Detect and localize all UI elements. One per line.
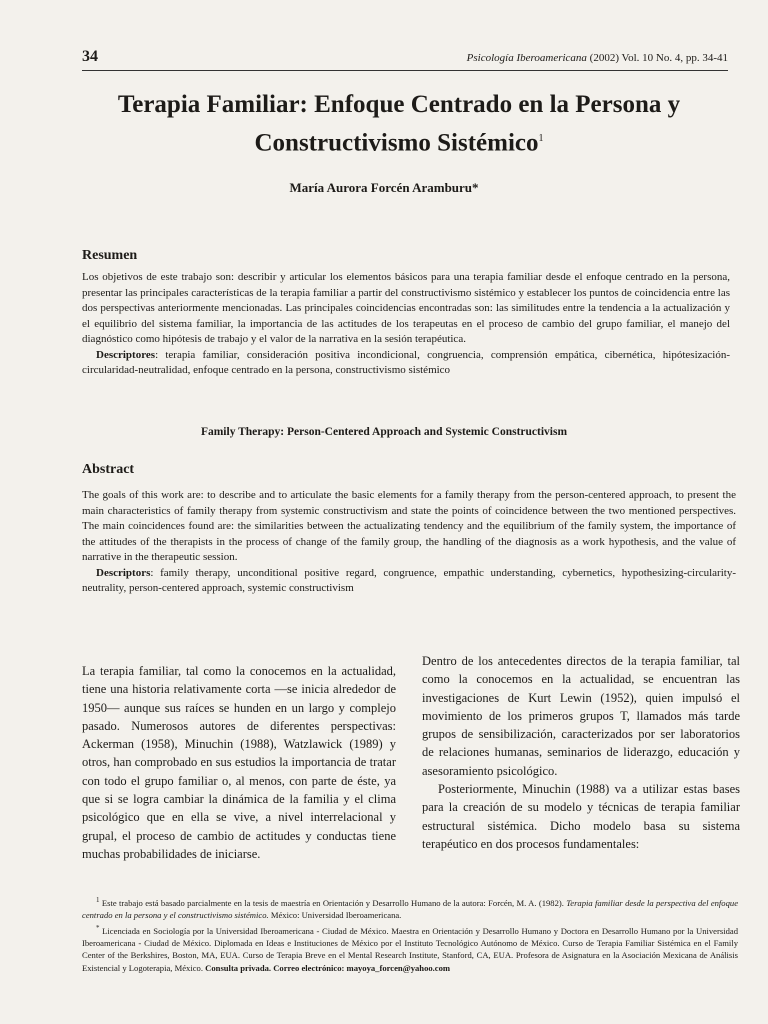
author-name: María Aurora Forcén Aramburu*: [289, 180, 479, 195]
footnote-2-contact: Consulta privada. Correo electrónico: mayoya_forcen@yahoo.com: [205, 962, 451, 973]
article-title-text: Terapia Familiar: Enfoque Centrado en la Persona y Constructivismo Sistémico: [117, 91, 681, 157]
english-title: Family Therapy: Person-Centered Approach and Systemic Constructivism: [200, 426, 568, 438]
abstract-descriptors: [82, 566, 736, 597]
article-title: [100, 88, 698, 160]
descriptores-label: Descriptores: [96, 348, 156, 361]
descriptores-text: : terapia familiar, consideración positiva incondicional, congruencia, comprensión empática, cibernética, hipótesización-circularidad-neutralidad, enfoque centrado en la persona, constructivismo sistémico: [82, 348, 730, 376]
resumen-descriptors: [82, 348, 730, 379]
resumen-section: [82, 270, 730, 379]
journal-name: Psicología Iberoamericana: [466, 52, 587, 64]
footnote-2-text: Licenciada en Sociología por la Universidad Iberoamericana - Ciudad de México. Maestra en Orientación y Desarrollo Humano y Doctora en Desarrollo Humano por la Universidad Iberoamericana - Ciudad de México. Diplomada en Ideas e Instituciones de México por el Instituto Tecnológico Autónomo de México. Curso de Terapia Familiar Sistémica en el Family Center of the Berkshires, Boston, MA, EUA. Curso de Terapia Breve en el Mental Research Institute, Stanford, CA, EUA. Profesora de Asignatura en la Asociación Mexicana de Análisis Existencial y Logoterapia, México.: [82, 925, 739, 973]
footnotes: [82, 894, 738, 974]
running-header: [82, 48, 728, 71]
abstract-section: [82, 488, 736, 597]
body-paragraph: Dentro de los antecedentes directos de la terapia familiar, tal como la conocemos en la actualidad, se encuentran las investigaciones de Kurt Lewin (1952), quien impulsó el movimiento de los primeros grupos T, llamados más tarde grupos de sensibilización, caracterizados por ser laboratorios de relaciones humanas, seminarios de liderazgo, educación y asesoramiento psicológico.: [422, 654, 740, 778]
footnote-2-mark: *: [96, 923, 100, 932]
descriptors-text: : family therapy, unconditional positive regard, congruence, empathic understanding, cybernetics, hypothesizing-circularity-neutrality, person-centered approach, systemic constructivism: [82, 566, 736, 594]
footnote-1: [82, 894, 738, 922]
body-paragraph: La terapia familiar, tal como la conocemos en la actualidad, tiene una historia relativamente corta —se inicia alrededor de 1950— aunque sus raíces se hunden en un largo y complejo pasado. Numerosos autores de diferentes perspectivas: Ackerman (1958), Minuchin (1988), Watzlawick (1989) y otros, han comprobado en sus estudios la importancia de tratar con todo el grupo familiar o, al menos, con parte de éste, ya que si se logra cambiar la dinámica de la familia y el clima psicológico que en ella se vive, a nivel interrelacional y grupal, el proceso de cambio de actitudes y conductas tiene muchas probabilidades de iniciarse.: [82, 664, 396, 861]
footnote-1-text: Este trabajo está basado parcialmente en la tesis de maestría en Orientación y Desarrollo Humano de la autora: Forcén, M. A. (1982).: [101, 897, 564, 908]
journal-citation: [467, 52, 728, 64]
resumen-body: Los objetivos de este trabajo son: describir y articular los elementos básicos para una terapia familiar desde el enfoque centrado en la persona, presentar las principales características de la terapia familiar a partir del constructivismo sistémico y establecer los puntos de coincidencia entre las dos perspectivas anteriormente mencionadas. Las principales coincidencias encontradas son: las similitudes entre la tendencia a la actualización y el equilibrio del sistema familiar, la importancia de las actitudes de los terapeutas en el proceso de cambio del grupo familiar, el manejo del diagnóstico como hipótesis de trabajo y el valor de la narrativa en la sesión terapéutica.: [82, 271, 730, 345]
footnote-1-mark: 1: [96, 896, 100, 904]
resumen-heading: Resumen: [82, 248, 138, 263]
journal-details: (2002) Vol. 10 No. 4, pp. 34-41: [589, 52, 728, 64]
title-footnote-mark: 1: [538, 133, 544, 144]
body-column-left: [82, 662, 396, 863]
footnote-2: [82, 922, 738, 974]
body-paragraph: Posteriormente, Minuchin (1988) va a utilizar estas bases para la creación de su modelo y técnicas de terapia familiar estructural sistémica. Dicho modelo basa su sistema terapéutico en dos procesos fundamentales:: [422, 782, 740, 851]
descriptors-label: Descriptors: [96, 566, 151, 579]
abstract-heading: Abstract: [82, 462, 135, 477]
body-column-right: [422, 652, 740, 853]
footnote-1-title: Terapia familiar desde la perspectiva del enfoque centrado en la persona y el constructivismo sistémico.: [82, 897, 739, 921]
abstract-body: The goals of this work are: to describe and to articulate the basic elements for a family therapy from the person-centered approach, to present the main characteristics of family therapy from systemic constructivism and state the points of coincidence between the two mentioned perspectives. The main coincidences found are: the similarities between the actualizating tendency and the equilibrium of the family system, the importance of the attitudes of the therapists in the process of change of the family group, the handling of the diagnosis as a work hypothesis, and the value of narrative in the therapeutic session.: [82, 489, 736, 563]
footnote-1-tail: México: Universidad Iberoamericana.: [270, 910, 402, 921]
page-number: 34: [82, 48, 98, 65]
